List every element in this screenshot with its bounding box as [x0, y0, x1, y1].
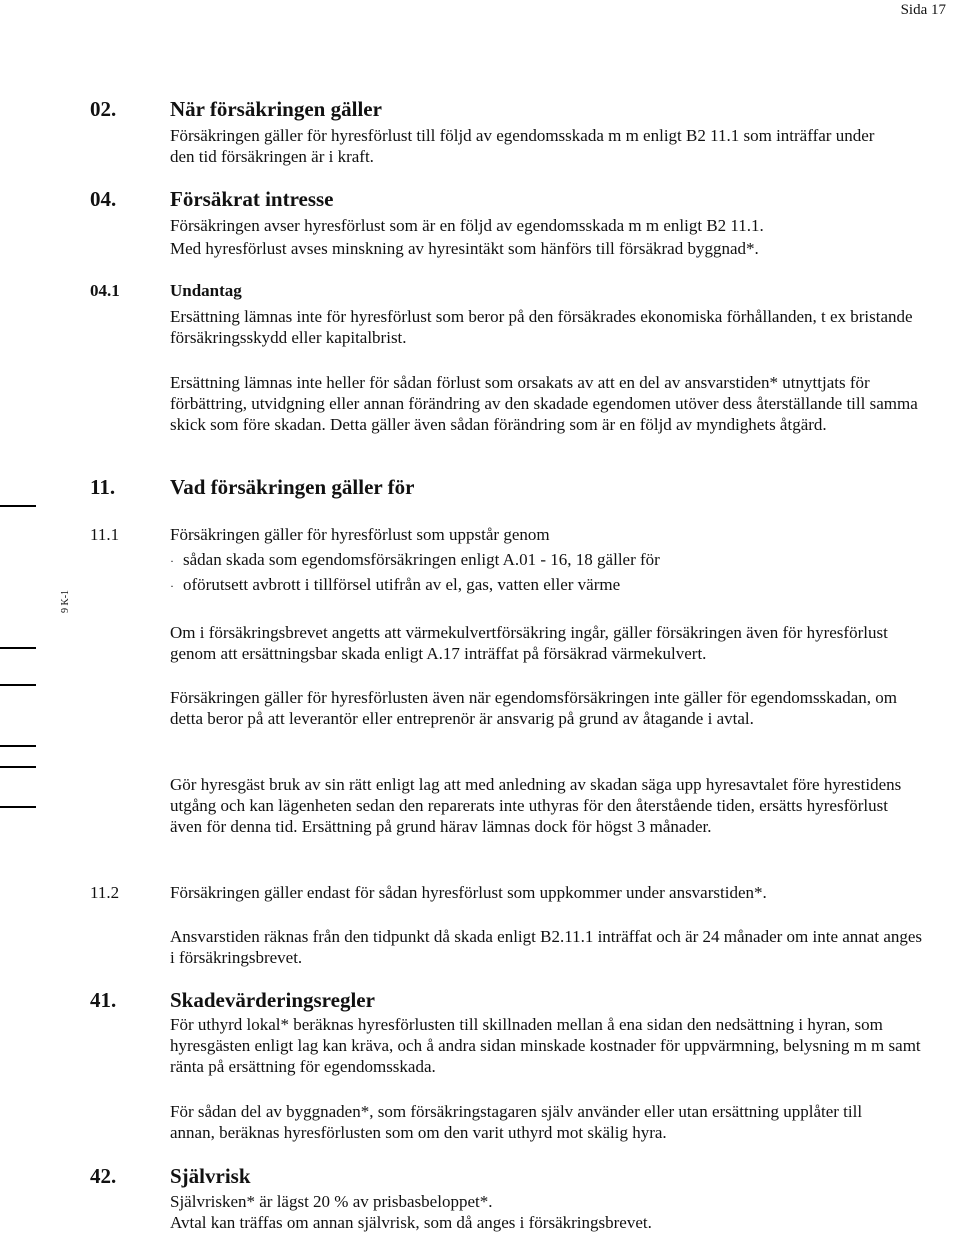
section-heading: Vad försäkringen gäller för: [170, 475, 415, 499]
section-heading: Försäkrat intresse: [170, 187, 334, 211]
section-text: Avtal kan träffas om annan självrisk, som då anges i försäkringsbrevet.: [170, 1213, 652, 1232]
revision-bar: [0, 505, 36, 507]
section-number: 11.: [90, 475, 116, 499]
section-text: Självrisken* är lägst 20 % av prisbasbeloppet*.: [170, 1192, 493, 1211]
section-heading: När försäkringen gäller: [170, 97, 382, 121]
paragraph: Försäkringen gäller för hyresförlusten även när egendomsförsäkringen inte gäller för egendomsskadan, om detta beror på att leverantör eller entreprenör är ansvarig på grund av åtagande i avtal.: [170, 688, 897, 728]
section-text: Med hyresförlust avses minskning av hyresintäkt som hänförs till försäkrad byggnad*.: [170, 239, 759, 258]
section-number: 11.2: [90, 883, 120, 902]
revision-bar: [0, 684, 36, 686]
section-text: Försäkringen gäller för hyresförlust till följd av egendomsskada m m enligt B2 11.1 som inträffar under den tid försäkringen är i kraft.: [170, 126, 875, 166]
section-number: 11.1: [90, 525, 120, 544]
section-heading: Skadevärderingsregler: [170, 988, 375, 1012]
section-number: 42.: [90, 1164, 117, 1188]
bullet-icon: ·: [170, 554, 174, 568]
revision-bar: [0, 766, 36, 768]
section-heading: Självrisk: [170, 1164, 251, 1188]
list-item: · sådan skada som egendomsförsäkringen enligt A.01 - 16, 18 gäller för: [170, 549, 660, 572]
paragraph: Ersättning lämnas inte för hyresförlust som beror på den försäkrades ekonomiska förhållanden, t ex bristande försäkringsskydd eller kapitalbrist.: [170, 307, 913, 347]
paragraph: För uthyrd lokal* beräknas hyresförlusten till skillnaden mellan å ena sidan den nedsättning i hyran, som hyresgästen enligt lag kan kräva, och å andra sidan minskade kostnader för uppvärmning, belysning m m samt ränta på ersättning för egendomsskada.: [170, 1015, 921, 1076]
list-item: · oförutsett avbrott i tillförsel utifrån av el, gas, vatten eller värme: [170, 574, 620, 597]
paragraph: Försäkringen gäller för hyresförlust som uppstår genom: [170, 525, 550, 544]
section-number: 04.1: [90, 281, 120, 300]
margin-code: 9 K-1: [60, 589, 71, 613]
paragraph: Ansvarstiden räknas från den tidpunkt då skada enligt B2.11.1 inträffat och är 24 månader om inte annat anges i försäkringsbrevet.: [170, 927, 923, 967]
bullet-icon: ·: [170, 579, 174, 593]
section-number: 02.: [90, 97, 117, 121]
section-number: 41.: [90, 988, 117, 1012]
paragraph: Ersättning lämnas inte heller för sådan förlust som orsakats av att en del av ansvarstiden* utnyttjats för förbättring, utvidgning eller annan förändring av den skadade egendomen utöver dess återställande till samma skick som före skadan. Detta gäller även sådan förändring som är en följd av myndighets åtgärd.: [170, 373, 918, 434]
paragraph: Gör hyresgäst bruk av sin rätt enligt lag att med anledning av skadan säga upp hyresavtalet före hyrestidens utgång och kan lägenheten sedan den reparerats inte uthyras för den återstående tiden, ersätts hyresförlust även för denna tid. Ersättning på grund härav lämnas dock för högst 3 månader.: [170, 775, 902, 836]
revision-bar: [0, 806, 36, 808]
revision-bar: [0, 745, 36, 747]
section-text: Försäkringen avser hyresförlust som är en följd av egendomsskada m m enligt B2 11.1.: [170, 216, 764, 235]
section-number: 04.: [90, 187, 117, 211]
page-number: Sida 17: [900, 2, 946, 18]
section-heading: Undantag: [170, 281, 242, 300]
paragraph: Om i försäkringsbrevet angetts att värmekulvertförsäkring ingår, gäller försäkringen även för hyresförlust genom att ersättningsbar skada enligt A.17 inträffat på försäkrad värmekulvert.: [170, 623, 888, 663]
paragraph: Försäkringen gäller endast för sådan hyresförlust som uppkommer under ansvarstiden*.: [170, 883, 767, 902]
revision-bar: [0, 647, 36, 649]
paragraph: För sådan del av byggnaden*, som försäkringstagaren själv använder eller utan ersättning upplåter till annan, beräknas hyresförlusten som om den varit uthyrd mot skälig hyra.: [170, 1102, 863, 1142]
